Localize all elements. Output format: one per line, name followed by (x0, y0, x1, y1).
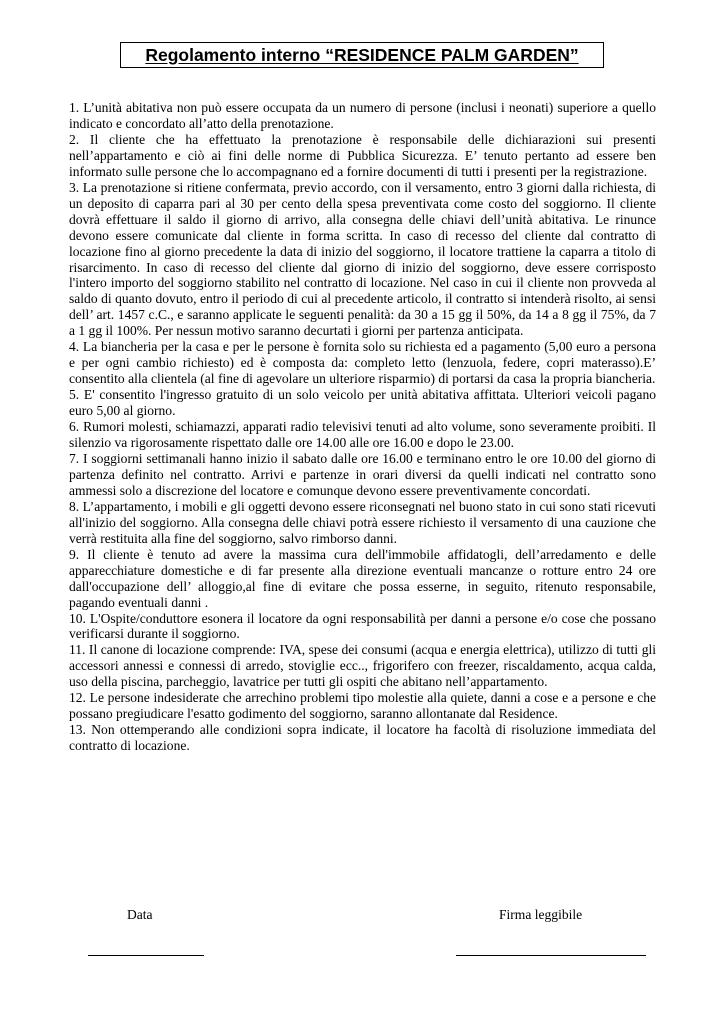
page-title: Regolamento interno “RESIDENCE PALM GARDEN” (145, 44, 579, 65)
date-label: Data (127, 907, 153, 922)
rule-5: 5. E' consentito l'ingresso gratuito di un solo veicolo per unità abitativa affittata. Ulteriori veicoli pagano euro 5,00 al giorno. (69, 387, 656, 419)
rules-list (69, 100, 656, 754)
rule-6: 6. Rumori molesti, schiamazzi, apparati radio televisivi tenuti ad alto volume, sono severamente proibiti. Il silenzio va rigorosamente rispettato dalle ore 14.00 alle ore 16.00 e dopo le 23.00. (69, 419, 656, 451)
date-line (88, 955, 204, 956)
rule-1: 1. L’unità abitativa non può essere occupata da un numero di persone (inclusi i neonati) superiore a quello indicato e concordato all’atto della prenotazione. (69, 100, 656, 131)
rule-3: 3. La prenotazione si ritiene confermata, previo accordo, con il versamento, entro 3 giorni dalla richiesta, di un deposito di caparra pari al 30 per cento della spesa preventivata come costo del soggiorno. Il cliente dovrà effettuare il saldo il giorno di arrivo, alla consegna delle chiavi dell’unità abitativa. Le rinunce devono essere comunicate dal cliente in forma scritta. In caso di recesso del cliente dal contratto di locazione fino al giorno precedente la data di inizio del soggiorno, il locatore trattiene la caparra a titolo di risarcimento. In caso di recesso del cliente dal giorno di inizio del soggiorno, deve essere corrisposto l'intero importo del soggiorno stabilito nel contratto di locazione. Nel caso in cui il cliente non provveda al saldo di quanto dovuto, entro il periodo di cui al precedente articolo, il contratto si intenderà risolto, ai sensi dell’ art. 1457 c.C., e saranno applicate le seguenti penalità: da 30 a 15 gg il 50%, da 14 a 8 gg il 75%, da 7 a 1 gg il 100%. Per nessun motivo saranno decurtati i giorni per partenza anticipata. (69, 179, 656, 339)
rule-7: 7. I soggiorni settimanali hanno inizio il sabato dalle ore 16.00 e terminano entro le ore 10.00 del giorno di partenza definito nel contratto. Arrivi e partenze in orari diversi da quelli indicati nel contratto sono ammessi solo a discrezione del locatore e comunque devono essere preventivamente concordati. (69, 450, 656, 498)
rule-13: 13. Non ottemperando alle condizioni sopra indicate, il locatore ha facoltà di risoluzione immediata del contratto di locazione. (69, 722, 656, 754)
rule-2: 2. Il cliente che ha effettuato la prenotazione è responsabile delle dichiarazioni sui presenti nell’appartamento e ciò ai fini delle norme di Pubblica Sicurezza. E’ tenuto pertanto ad essere ben informato sulle persone che lo accompagnano ed a fornire documenti di tutti i presenti per la registrazione. (69, 131, 656, 179)
rule-8: 8. L’appartamento, i mobili e gli oggetti devono essere riconsegnati nel buono stato in cui sono stati ricevuti all'inizio del soggiorno. Alla consegna delle chiavi potrà essere richiesto il versamento di una cauzione che verrà restituita alla fine del soggiorno, salvo rimborso danni. (69, 498, 656, 546)
rule-11: 11. Il canone di locazione comprende: IVA, spese dei consumi (acqua e energia elettrica), utilizzo di tutti gli accessori annessi e connessi di arredo, stoviglie ecc.., frigorifero con freezer, riscaldamento, acqua calda, uso della piscina, parcheggio, lavatrice per tutti gli ospiti che abitano nell’appartamento. (69, 642, 656, 690)
signature-line (456, 955, 646, 956)
rule-12: 12. Le persone indesiderate che arrechino problemi tipo molestie alla quiete, danni a cose e a persone e che possano pregiudicare l'esatto godimento del soggiorno, saranno allontanate dal Residence. (69, 690, 656, 722)
rule-10: 10. L'Ospite/conduttore esonera il locatore da ogni responsabilità per danni a persone e/o cose che possano verificarsi durante il soggiorno. (69, 610, 656, 642)
rule-9: 9. Il cliente è tenuto ad avere la massima cura dell'immobile affidatogli, dell’arredamento e delle apparecchiature domestiche e di far presente alla direzione eventuali mancanze o rotture entro 24 ore dall'occupazione dell’ alloggio,al fine di evitare che possa esserne, in seguito, ritenuto responsabile, pagando eventuali danni . (69, 546, 656, 610)
title-box (120, 42, 604, 68)
rule-4: 4. La biancheria per la casa e per le persone è fornita solo su richiesta ed a pagamento (5,00 euro a persona e per ogni cambio richiesto) ed è composta da: completo letto (lenzuola, federe, copri materasso).E’ consentito alla clientela (al fine di agevolare un ulteriore risparmio) di portarsi da casa la propria biancheria. (69, 339, 656, 387)
signature-label: Firma leggibile (499, 907, 583, 922)
